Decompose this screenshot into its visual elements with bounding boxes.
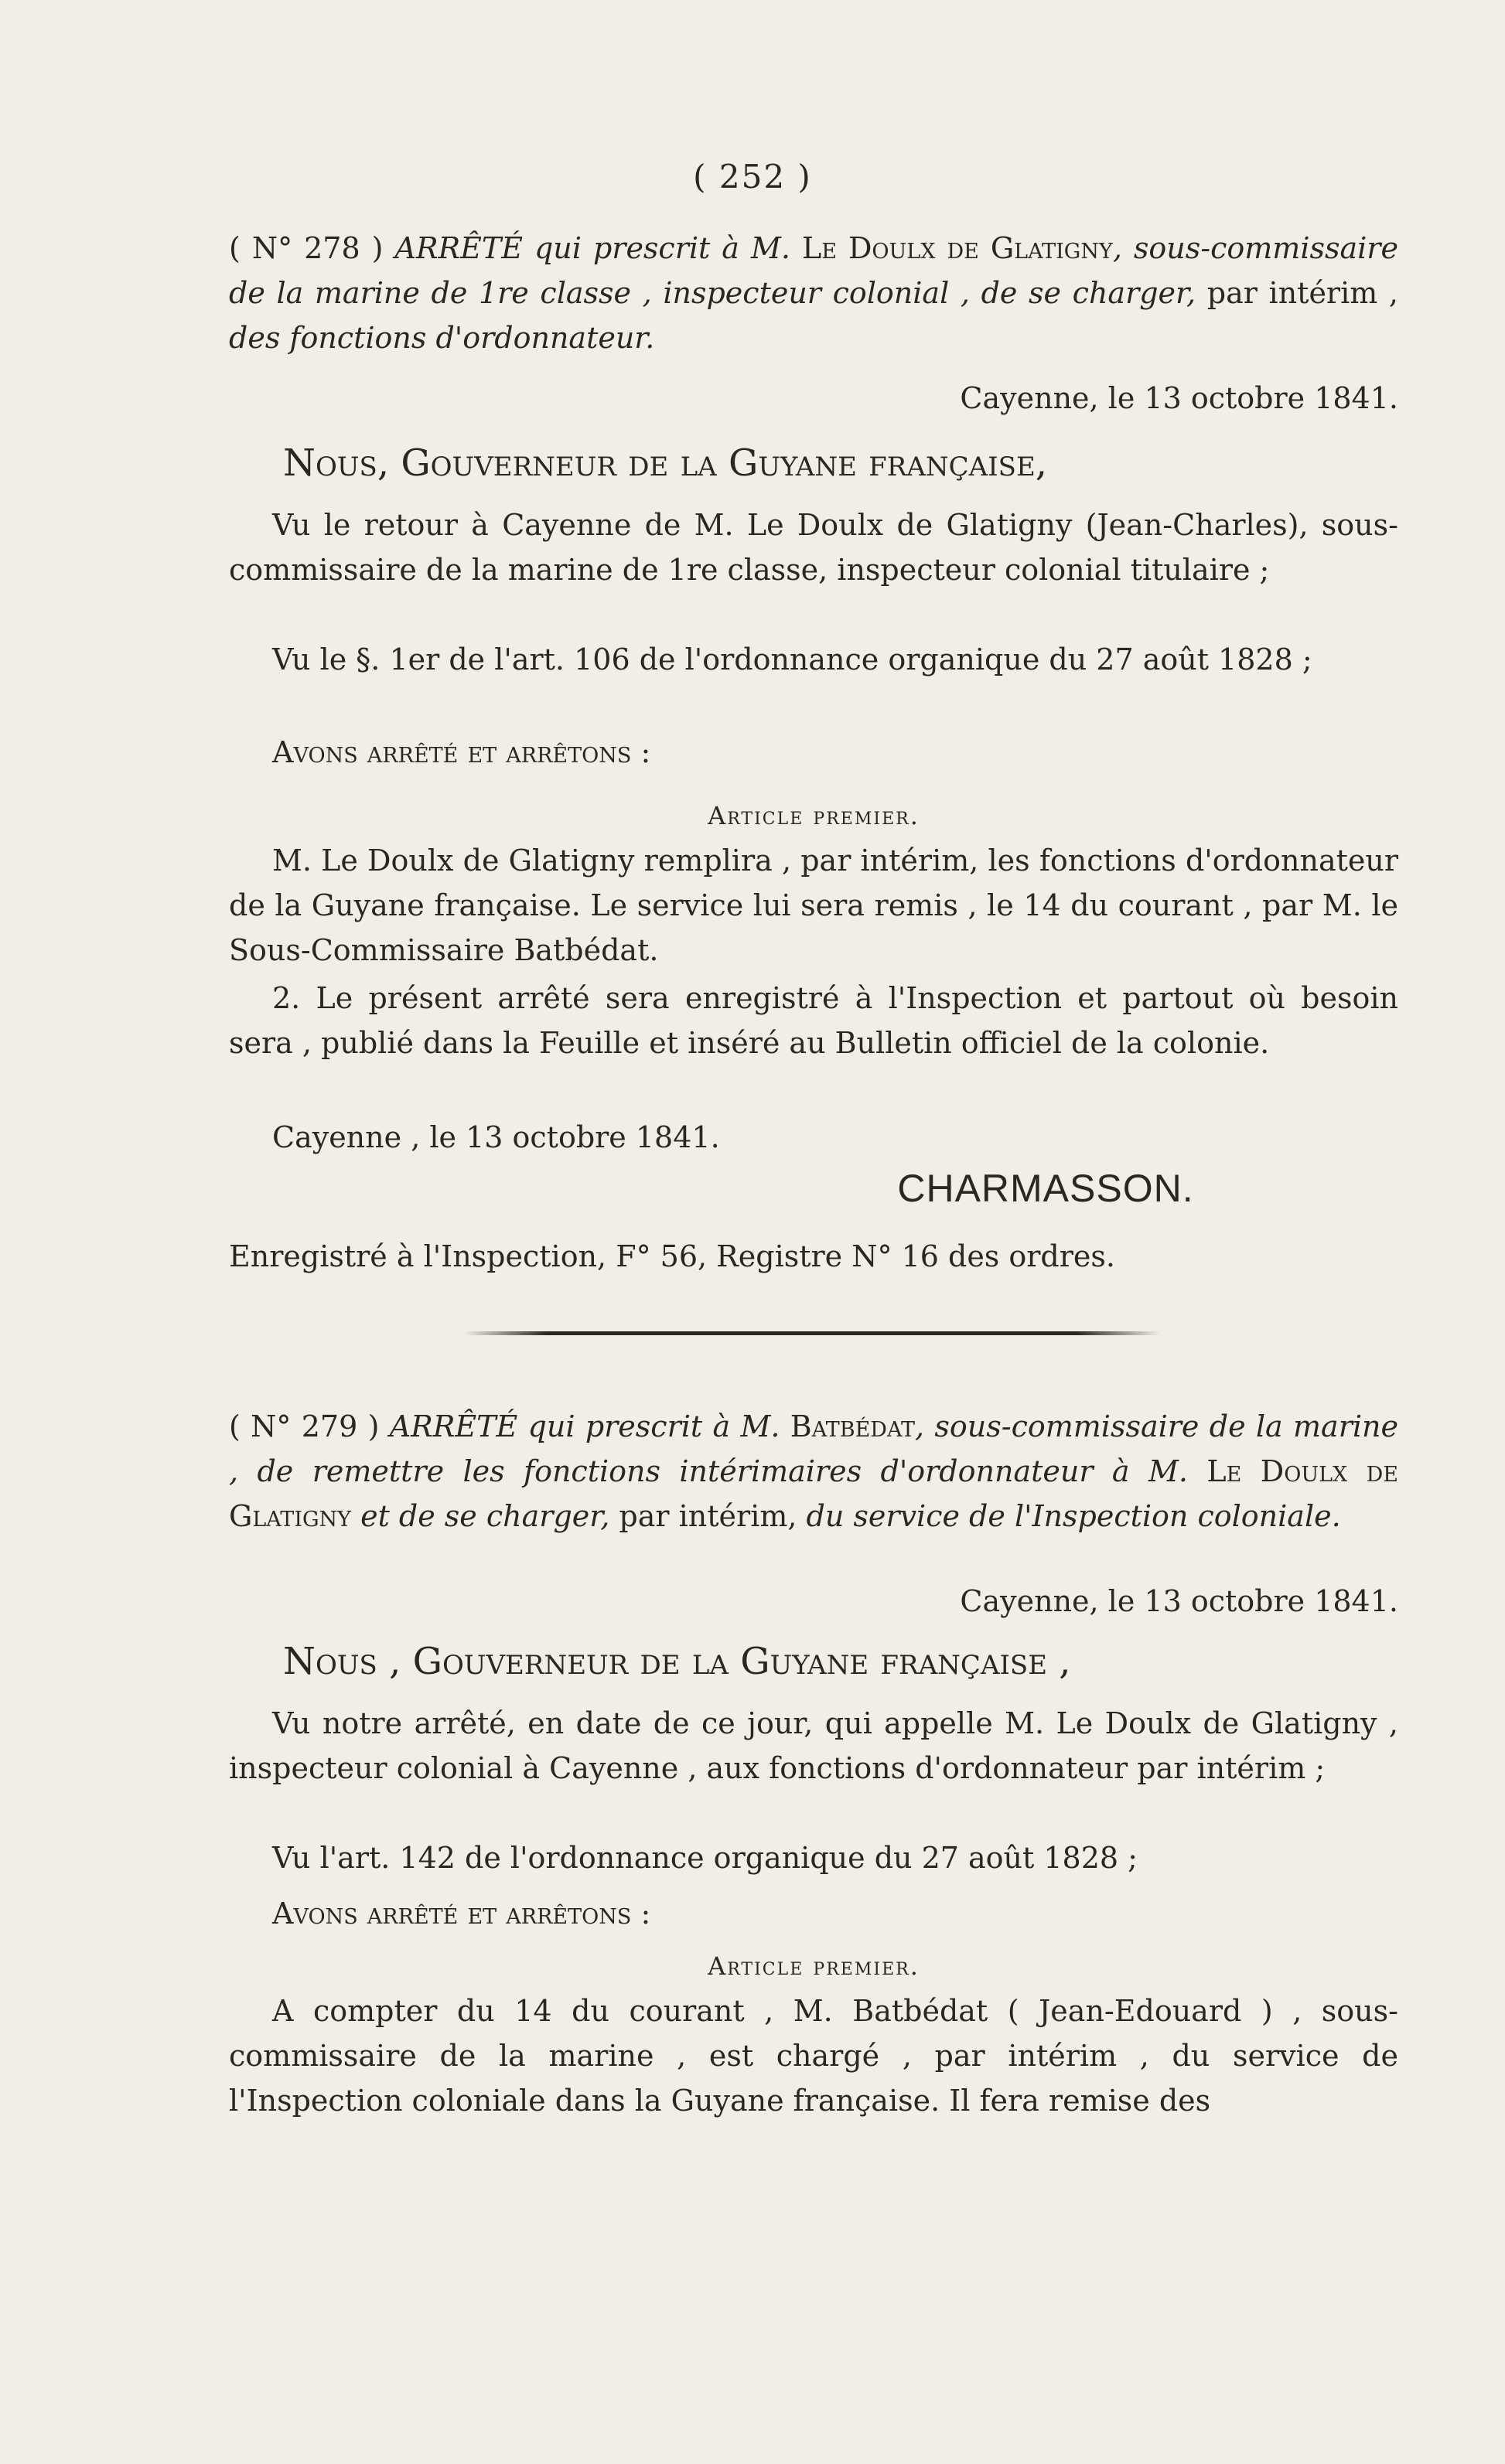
decree-title-part: par intérim, — [609, 1499, 797, 1533]
decree-title-part: , sous-commissaire de la marine , de remettre les fonctions intérimaires d'ordonnateur à M. — [229, 1409, 1398, 1488]
page-number: ( 252 ) — [693, 158, 812, 196]
article-heading: Article premier. — [708, 1951, 920, 1981]
decree-number: ( N° 279 ) — [229, 1409, 380, 1443]
whereas-clause: Vu l'art. 142 de l'ordonnance organique du 27 août 1828 ; — [272, 1841, 1138, 1875]
decree-title-part: et de se charger, — [351, 1499, 610, 1533]
decree-title-part: par intérim , — [1196, 276, 1398, 310]
whereas-clause: Vu notre arrêté, en date de ce jour, qui appelle M. Le Doulx de Glatigny , inspecteur colonial à Cayenne , aux fonctions d'ordonnateur par intérim ; — [229, 1706, 1398, 1785]
governor-line: Nous, Gouverneur de la Guyane française, — [283, 441, 1048, 485]
enactment-text: Avons arrêté et arrêtons : — [272, 1897, 651, 1931]
registration-note: Enregistré à l'Inspection, F° 56, Registre N° 16 des ordres. — [229, 1239, 1115, 1273]
official-name: Batbédat — [790, 1409, 915, 1443]
article-1-text: A compter du 14 du courant , M. Batbédat ( Jean-Edouard ) , sous-commissaire de la marine , est chargé , par intérim , du service de l'Inspection coloniale dans la Guyane française. Il fera remise des — [229, 1994, 1398, 2118]
closing-date: Cayenne , le 13 octobre 1841. — [272, 1120, 720, 1154]
enactment-formula — [229, 1891, 1398, 1936]
decree-title-part: du service de l'Inspection coloniale. — [797, 1499, 1341, 1533]
date-line: Cayenne, le 13 octobre 1841. — [960, 1584, 1398, 1618]
decree-number: ( N° 278 ) — [229, 231, 384, 265]
date-line: Cayenne, le 13 octobre 1841. — [960, 381, 1398, 415]
whereas-clause: Vu le retour à Cayenne de M. Le Doulx de Glatigny (Jean-Charles), sous-commissaire de la marine de 1re classe, inspecteur colonial titulaire ; — [229, 508, 1398, 587]
article-2-text: 2. Le présent arrêté sera enregistré à l'Inspection et partout où besoin sera , publié dans la Feuille et inséré au Bulletin officiel de la colonie. — [229, 981, 1398, 1060]
decree-title-part: ARRÊTÉ qui prescrit à M. — [394, 231, 790, 265]
article-1-text: M. Le Doulx de Glatigny remplira , par intérim, les fonctions d'ordonnateur de la Guyane française. Le service lui sera remis , le 14 du courant , par M. le Sous-Commissaire Batbédat. — [229, 843, 1398, 967]
governor-line: Nous , Gouverneur de la Guyane française , — [283, 1640, 1071, 1683]
whereas-clause: Vu le §. 1er de l'art. 106 de l'ordonnance organique du 27 août 1828 ; — [272, 642, 1312, 676]
section-divider — [464, 1331, 1160, 1335]
signature: CHARMASSON. — [897, 1167, 1194, 1210]
official-name: Le Doulx de Glatigny — [801, 231, 1113, 265]
decree-279-heading — [229, 1404, 1398, 1539]
article-heading: Article premier. — [708, 801, 920, 830]
official-name: Le Doulx de Glatigny — [229, 1454, 1398, 1533]
decree-title-part: ARRÊTÉ qui prescrit à M. — [389, 1409, 780, 1443]
enactment-text: Avons arrêté et arrêtons : — [272, 735, 651, 769]
decree-title-part: , sous-commissaire de la marine de 1re classe , inspecteur colonial , de se charger, — [229, 231, 1398, 310]
enactment-formula — [229, 730, 1398, 775]
decree-title-part: des fonctions d'ordonnateur. — [229, 321, 655, 355]
decree-278-heading — [229, 226, 1398, 360]
